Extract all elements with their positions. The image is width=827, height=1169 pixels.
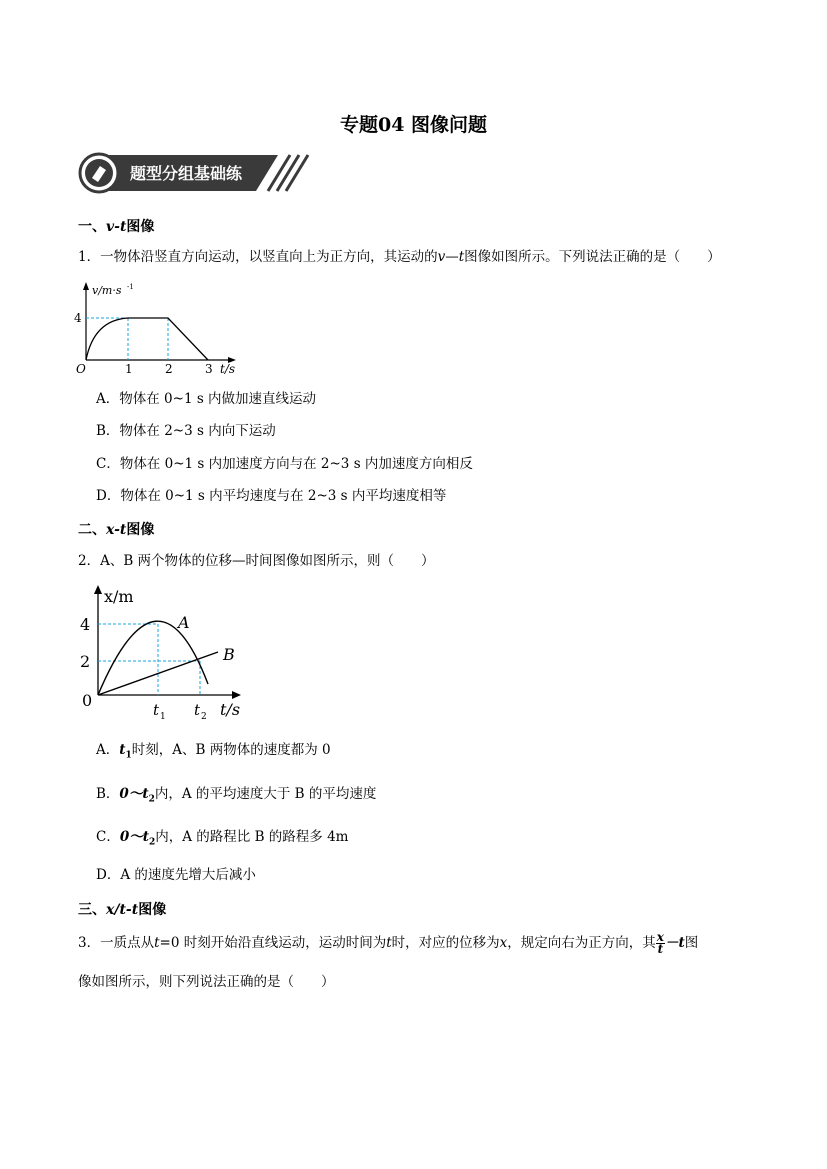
x-tick-t1: t [153, 701, 160, 719]
question-3-line-2: 像如图所示，则下列说法正确的是（ ） [78, 974, 335, 990]
q2-xt-graph [76, 582, 256, 726]
y-axis-label-sup: -1 [127, 283, 134, 291]
x-axis-label: t/s [220, 362, 236, 375]
banner-label: 题型分组基础练 [130, 164, 243, 183]
x-tick-t2: t [194, 701, 201, 719]
curve-b-label: B [223, 645, 235, 664]
page-title: 专题04 图像问题 [339, 114, 488, 136]
section-banner [78, 152, 310, 194]
q2-option-c: C．$0\sim t_2$内，A 的路程比 B 的路程多 4m [96, 829, 349, 848]
vt-curve [86, 318, 208, 360]
y-tick-2: 2 [80, 652, 91, 671]
x-over-t-fraction: $\frac{x}{t}$ [656, 930, 664, 956]
origin-label: O [76, 362, 86, 375]
q1-option-a: A．物体在 0~1 s 内做加速直线运动 [96, 391, 317, 407]
curve-a [98, 621, 208, 695]
x-tick-2: 2 [165, 362, 173, 375]
y-tick-4: 4 [74, 311, 82, 325]
curve-a-label: A [178, 613, 190, 632]
y-axis-label: x/m [104, 587, 134, 606]
x-tick-t2-sub: 2 [201, 712, 207, 722]
x-tick-3: 3 [205, 362, 213, 375]
section-heading-3: 三、x/t-t图像 [78, 902, 167, 918]
origin-label: 0 [82, 691, 93, 710]
q1-option-d: D．物体在 0~1 s 内平均速度与在 2~3 s 内平均速度相等 [96, 488, 447, 504]
x-axis-label: t/s [220, 700, 241, 719]
q1-option-c: C．物体在 0~1 s 内加速度方向与在 2~3 s 内加速度方向相反 [96, 456, 473, 472]
y-axis-label: v/m·s [92, 284, 122, 297]
x-tick-t1-sub: 1 [160, 712, 166, 722]
section-heading-2: 二、x-t图像 [78, 522, 155, 538]
q2-option-a: A．$t_1$时刻，A、B 两物体的速度都为 0 [96, 742, 331, 761]
question-3: 3．一质点从t=0 时刻开始沿直线运动，运动时间为t时，对应的位移为x，规定向右为正方向，其 $\frac{x}{t}$ －t图 [78, 930, 699, 956]
q1-option-b: B．物体在 2~3 s 内向下运动 [96, 423, 276, 439]
section-heading-1: 一、v-t图像 [78, 219, 155, 235]
q2-option-d: D．A 的速度先增大后减小 [96, 867, 256, 883]
q2-option-b: B．$0\sim t_2$内，A 的平均速度大于 B 的平均速度 [96, 786, 377, 805]
question-2: 2．A、B 两个物体的位移—时间图像如图所示，则（ ） [78, 553, 435, 569]
question-1: 1．一物体沿竖直方向运动，以竖直向上为正方向，其运动的v—t图像如图所示。下列说法正确的是（ ） [78, 249, 721, 265]
q1-vt-graph [72, 280, 242, 379]
x-tick-1: 1 [125, 362, 133, 375]
y-tick-4: 4 [80, 615, 91, 634]
